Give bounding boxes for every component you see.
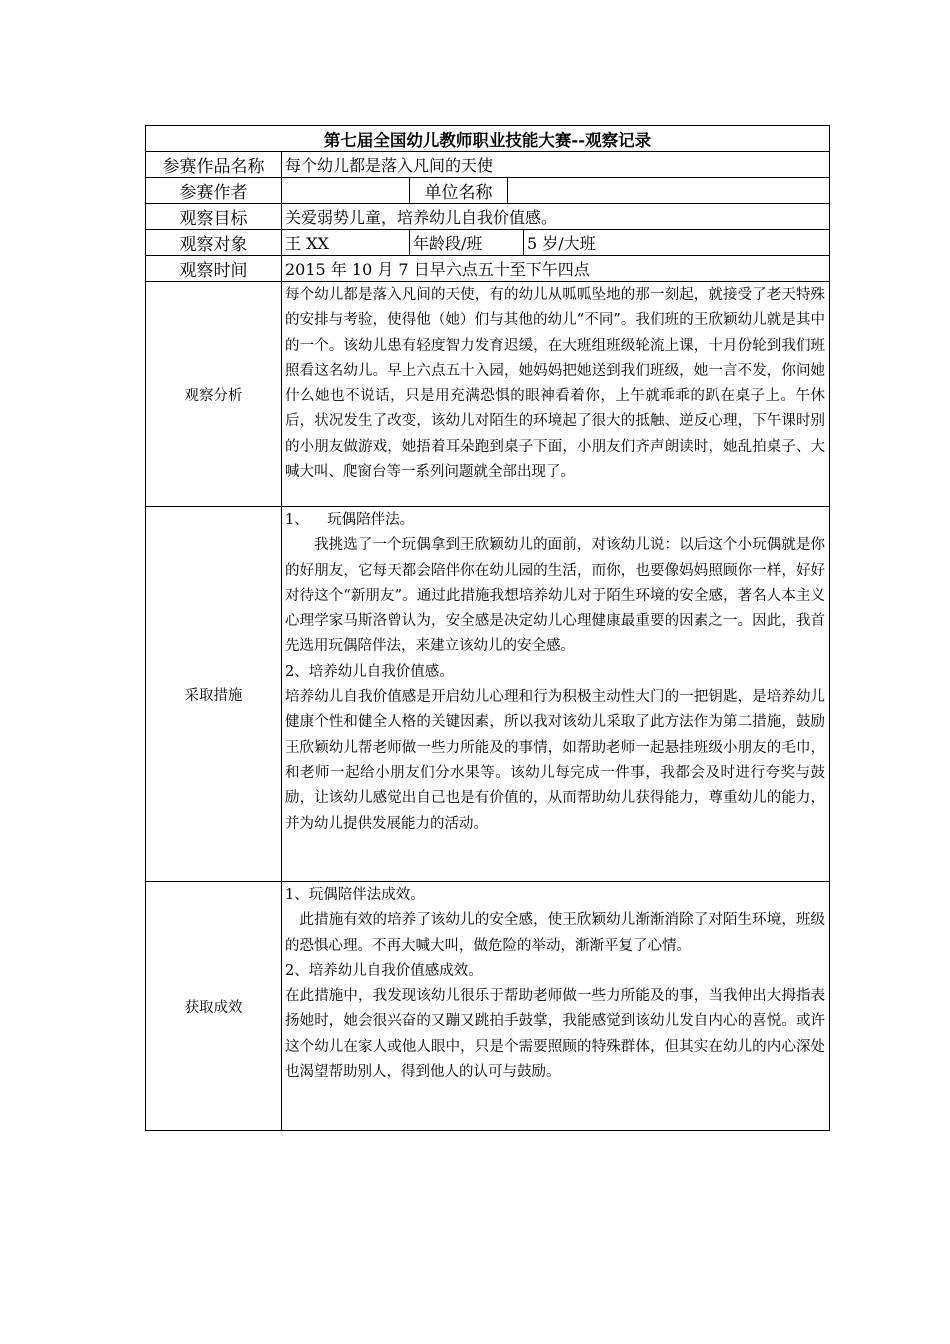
measures-label: 采取措施 <box>146 507 282 882</box>
analysis-text: 每个幼儿都是落入凡间的天使，有的幼儿从呱呱坠地的那一刻起，就接受了老天特殊的安排与考验，使得他（她）们与其他的幼儿“不同”。我们班的王欣颖幼儿就是其中的一个。该幼儿患有轻度智力发育迟缓，在大班组班级轮流上课，十月份轮到我们班照看这名幼儿。早上六点五十入园，她妈妈把她送到我们班级，她一言不发，你问她什么她也不说话，只是用充满恐惧的眼神看着你，上午就乖乖的趴在桌子上。午休后，状况发生了改变，该幼儿对陌生的环境起了很大的抵触、逆反心理，下午课时别的小朋友做游戏，她捂着耳朵跑到桌子下面，小朋友们齐声朗读时，她乱拍桌子、大喊大叫、爬窗台等一系列问题就全部出现了。 <box>285 287 826 481</box>
work-name-value: 每个幼儿都是落入凡间的天使 <box>282 152 830 178</box>
results-content <box>282 882 830 1131</box>
unit-label: 单位名称 <box>410 178 508 204</box>
analysis-label: 观察分析 <box>146 282 282 507</box>
analysis-content <box>282 282 830 507</box>
age-class-label: 年龄段/班 <box>410 230 524 256</box>
time-label: 观察时间 <box>146 256 282 282</box>
measures-heading-2: 2、培养幼儿自我价值感。 <box>285 663 454 680</box>
observation-table <box>145 125 830 1131</box>
results-label: 获取成效 <box>146 882 282 1131</box>
results-paragraph-2: 在此措施中，我发现该幼儿很乐于帮助老师做一些力所能及的事，当我伸出大拇指表扬她时，她会很兴奋的又蹦又跳拍手鼓掌，我能感觉到该幼儿发自内心的喜悦。或许这个幼儿在家人或他人眼中，只是个需要照顾的特殊群体，但其实在幼儿的内心深处也渴望帮助别人，得到他人的认可与鼓励。 <box>285 988 826 1081</box>
results-heading-1: 1、玩偶陪伴法成效。 <box>285 887 425 903</box>
author-label: 参赛作者 <box>146 178 282 204</box>
goal-value: 关爱弱势儿童，培养幼儿自我价值感。 <box>282 204 830 230</box>
results-paragraph-1: 此措施有效的培养了该幼儿的安全感，使王欣颖幼儿渐渐消除了对陌生环境，班级的恐惧心理。不再大喊大叫，做危险的举动，渐渐平复了心情。 <box>285 912 826 954</box>
subject-label: 观察对象 <box>146 230 282 256</box>
work-name-label: 参赛作品名称 <box>146 152 282 178</box>
measures-heading-1: 1、 玩偶陪伴法。 <box>285 512 415 528</box>
age-class-value: 5 岁/大班 <box>524 230 830 256</box>
measures-content <box>282 507 830 882</box>
time-value: 2015 年 10 月 7 日早六点五十至下午四点 <box>282 256 830 282</box>
observation-record-form <box>145 125 829 1131</box>
results-heading-2: 2、培养幼儿自我价值感成效。 <box>285 962 483 979</box>
subject-value: 王 XX <box>282 230 410 256</box>
author-value <box>282 178 410 204</box>
measures-paragraph-1: 我挑选了一个玩偶拿到王欣颖幼儿的面前，对该幼儿说：以后这个小玩偶就是你的好朋友，它每天都会陪伴你在幼儿园的生活，而你，也要像妈妈照顾你一样，好好对待这个“新朋友”。通过此措施我想培养幼儿对于陌生环境的安全感，著名人本主义心理学家马斯洛曾认为，安全感是决定幼儿心理健康最重要的因素之一。因此，我首先选用玩偶陪伴法，来建立该幼儿的安全感。 <box>285 537 826 655</box>
form-title: 第七届全国幼儿教师职业技能大赛--观察记录 <box>146 126 830 152</box>
measures-paragraph-2: 培养幼儿自我价值感是开启幼儿心理和行为积极主动性大门的一把钥匙，是培养幼儿健康个性和健全人格的关键因素，所以我对该幼儿采取了此方法作为第二措施，鼓励王欣颖幼儿帮老师做一些力所能及的事情，如帮助老师一起悬挂班级小朋友的毛巾，和老师一起给小朋友们分水果等。该幼儿每完成一件事，我都会及时进行夸奖与鼓励，让该幼儿感觉出自己也是有价值的，从而帮助幼儿获得能力，尊重幼儿的能力，并为幼儿提供发展能力的活动。 <box>285 689 826 832</box>
goal-label: 观察目标 <box>146 204 282 230</box>
unit-value <box>508 178 830 204</box>
